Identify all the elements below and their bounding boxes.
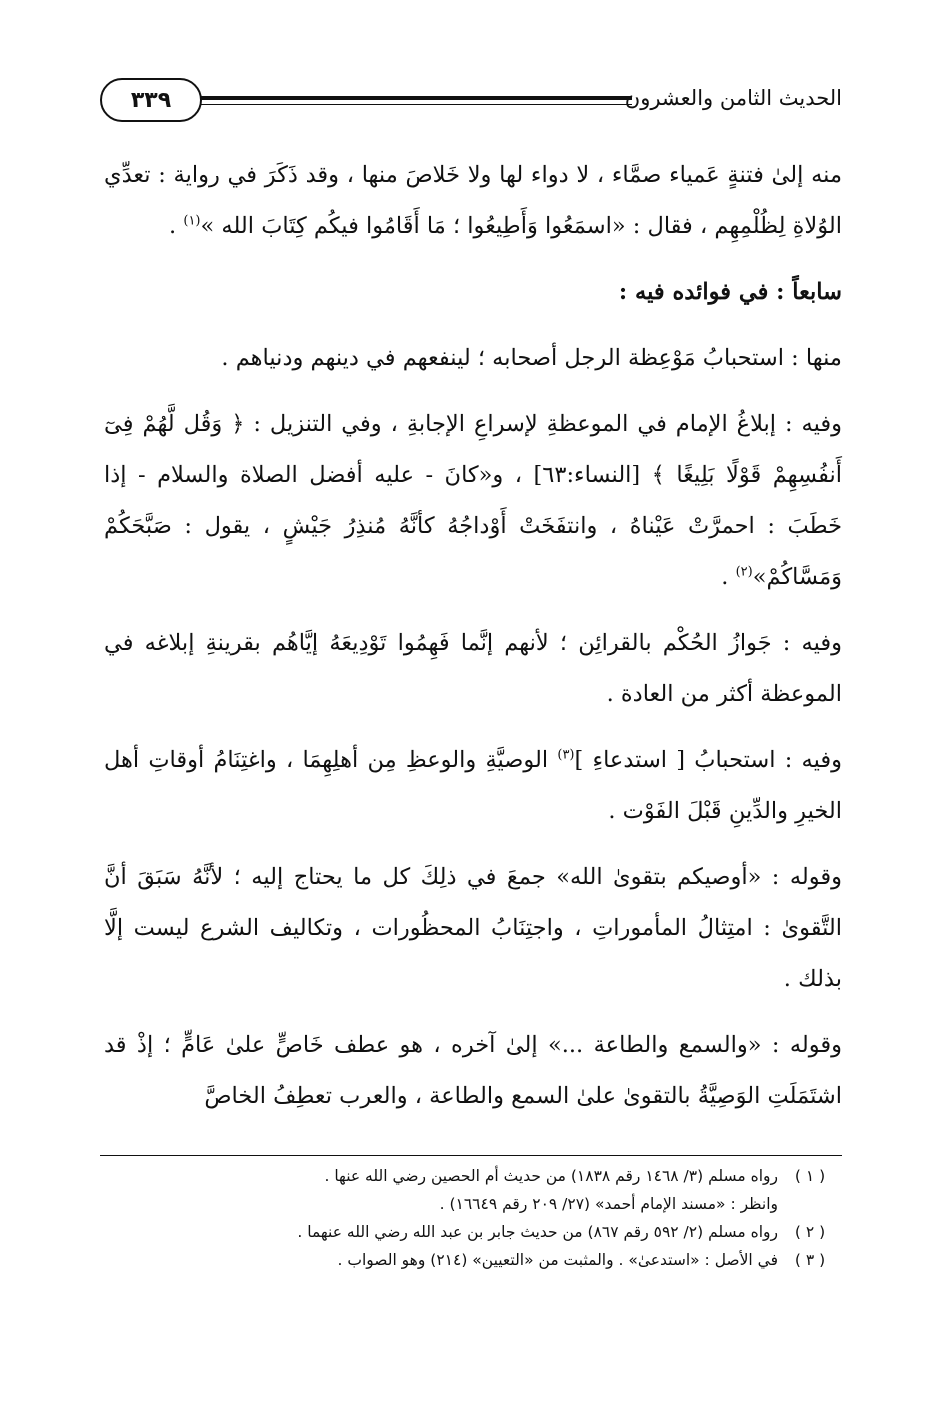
- footnote-ref: (٣): [557, 747, 575, 763]
- footnote-text: في الأصل : «استدعىٰ» . والمثبت من «التعيين» (٢١٤) وهو الصواب .: [337, 1251, 778, 1269]
- header-rule: [200, 96, 632, 100]
- paragraph: وقوله : «والسمع والطاعة ...» إلىٰ آخره ، هو عطف خَاصٍّ علىٰ عَامٍّ ؛ إذْ قد اشتَمَلَتِ الوَصِيَّةُ بالتقوىٰ علىٰ السمع والطاعة ، والعرب تعطِفُ الخاصَّ: [104, 1032, 842, 1109]
- footnote-text: رواه مسلم (٣/ ١٤٦٨ رقم ١٨٣٨) من حديث أم الحصين رضي الله عنها .: [324, 1167, 778, 1185]
- footnote-number: ( ٢ ): [794, 1223, 826, 1241]
- header-rule-thin: [200, 104, 632, 105]
- section-heading: سابعاً : في فوائده فيه :: [618, 279, 842, 305]
- footnote-number: ( ١ ): [794, 1167, 826, 1185]
- paragraph: منها : استحبابُ مَوْعِظة الرجل أصحابه ؛ لينفعهم في دينهم ودنياهم .: [221, 345, 842, 371]
- paragraph: وفيه : جَوازُ الحُكْم بالقرائِن ؛ لأنهم إنَّما فَهِمُوا تَوْدِيعَهُ إيَّاهُم بقرينةِ إبلاغه في الموعظة أكثر من العادة .: [104, 630, 842, 707]
- footnote-number: [778, 1190, 842, 1218]
- paragraph: وفيه : استحبابُ [ استدعاءِ ]$^{(٣)}$ الوصيَّةِ والوعظِ مِن أهلِهِمَا ، واغتِنَامُ أوقاتِ أهل الخيرِ والدِّينِ قَبْلَ الفَوْت .: [104, 747, 842, 824]
- footnote: [104, 1190, 842, 1218]
- footnote-ref: (١): [183, 213, 201, 229]
- page-header: [100, 78, 842, 128]
- page-number: ٣٣٩: [100, 78, 202, 122]
- footnote-separator: [100, 1155, 842, 1156]
- footnotes: [104, 1162, 842, 1274]
- running-head: الحديث الثامن والعشرون: [624, 86, 842, 110]
- footnote-ref: (٢): [735, 564, 753, 580]
- footnote-text: وانظر : «مسند الإمام أحمد» (٢٧/ ٢٠٩ رقم ١٦٦٤٩) .: [439, 1195, 778, 1213]
- footnote: [104, 1218, 842, 1246]
- main-text: [104, 150, 842, 1137]
- footnote-text: رواه مسلم (٢/ ٥٩٢ رقم ٨٦٧) من حديث جابر بن عبد الله رضي الله عنهما .: [297, 1223, 778, 1241]
- paragraph: منه إلىٰ فتنةٍ عَمياء صمَّاء ، لا دواء لها ولا خَلاصَ منها ، وقد ذَكَرَ في رواية : تعدِّي الوُلاةِ لِظُلْمِهِم ، فقال : «اسمَعُوا وَأَطِيعُوا ؛ مَا أَقَامُوا فيكُم كِتَابَ الله »$^{(١)}$ .: [104, 162, 842, 239]
- paragraph: وفيه : إبلاغُ الإمام في الموعظةِ لإسراعِ الإجابةِ ، وفي التنزيل : ﴿ وَقُل لَّهُمْ فِىٓ أَنفُسِهِمْ قَوْلًا بَلِيغًا ﴾ [النساء:٦٣] ، و«كانَ - عليه أفضل الصلاة والسلام - إذا خَطَبَ : احمرَّتْ عَيْناهُ ، وانتفَخَتْ أَوْداجُهُ كأنَّهُ مُنذِرُ جَيْشٍ ، يقول : صَبَّحَكُمْ وَمَسَّاكُمْ»$^{(٢)}$ .: [104, 411, 843, 590]
- footnote: [104, 1246, 842, 1274]
- paragraph: وقوله : «أوصيكم بتقوىٰ الله» جمعَ في ذلِكَ كل ما يحتاج إليه ؛ لأنَّهُ سَبَقَ أنَّ التَّقوىٰ : امتِثالُ المأموراتِ ، واجتِنَابُ المحظُورات ، وتكاليف الشرع ليست إلَّا بذلك .: [104, 864, 842, 992]
- footnote: [104, 1162, 842, 1190]
- footnote-number: ( ٣ ): [794, 1251, 826, 1269]
